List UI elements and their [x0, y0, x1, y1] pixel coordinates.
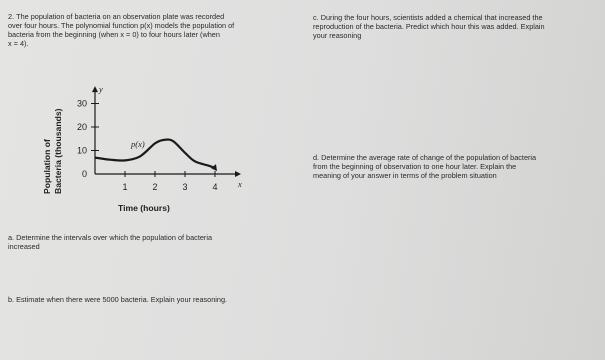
part-a-line-2: increased — [8, 242, 40, 251]
graph-x-axis-label: Time (hours) — [118, 203, 170, 213]
population-curve — [95, 140, 215, 169]
graph-ticks — [77, 99, 218, 193]
intro-line-3: bacteria from the beginning (when x = 0) to four hours later (when — [8, 30, 220, 39]
part-d-line-2: from the beginning of observation to one hour later. Explain the — [313, 162, 517, 171]
intro-line-4: x = 4). — [8, 39, 29, 48]
graph-annotations — [98, 84, 242, 189]
question-number: 2. — [8, 12, 15, 21]
curve-end-arrow — [211, 164, 217, 171]
y-tick-label-20: 20 — [76, 122, 87, 132]
graph-axes — [92, 86, 241, 177]
part-d-line-1: d. Determine the average rate of change of the population of bacteria — [313, 153, 537, 162]
part-b-line-1: b. Estimate when there were 5000 bacteria. Explain your reasoning. — [8, 295, 228, 304]
part-c-line-1: c. During the four hours, scientists added a chemical that increased the — [313, 13, 543, 22]
y-axis-arrow — [92, 86, 98, 92]
x-tick-label-2: 2 — [152, 182, 158, 192]
y-axis-label-line-2: Bacteria (thousands) — [53, 108, 63, 194]
intro-line-1: The population of bacteria on an observation plate was recorded — [16, 12, 225, 21]
curve-label: p(x) — [131, 138, 145, 149]
y-tick-label-10: 10 — [76, 145, 87, 156]
y-axis-label-line-1: Population of — [42, 139, 52, 194]
y-tick-label-30: 30 — [76, 98, 87, 109]
part-c-line-3: your reasoning — [313, 31, 362, 40]
x-tick-label-4: 4 — [212, 182, 218, 192]
y-axis-variable: y — [99, 84, 103, 95]
part-c-line-2: reproduction of the bacteria. Predict which hour this was added. Explain — [313, 22, 545, 31]
x-axis-arrow — [235, 171, 241, 177]
x-axis-variable: x — [238, 179, 242, 189]
x-tick-label-3: 3 — [182, 182, 188, 192]
y-tick-label-0: 0 — [81, 169, 87, 179]
part-d-line-3: meaning of your answer in terms of the problem situation — [313, 171, 497, 180]
part-a-line-1: a. Determine the intervals over which the population of bacteria — [8, 233, 213, 242]
intro-line-2: over four hours. The polynomial function p(x) models the population of — [8, 21, 235, 30]
x-tick-label-1: 1 — [122, 182, 128, 192]
